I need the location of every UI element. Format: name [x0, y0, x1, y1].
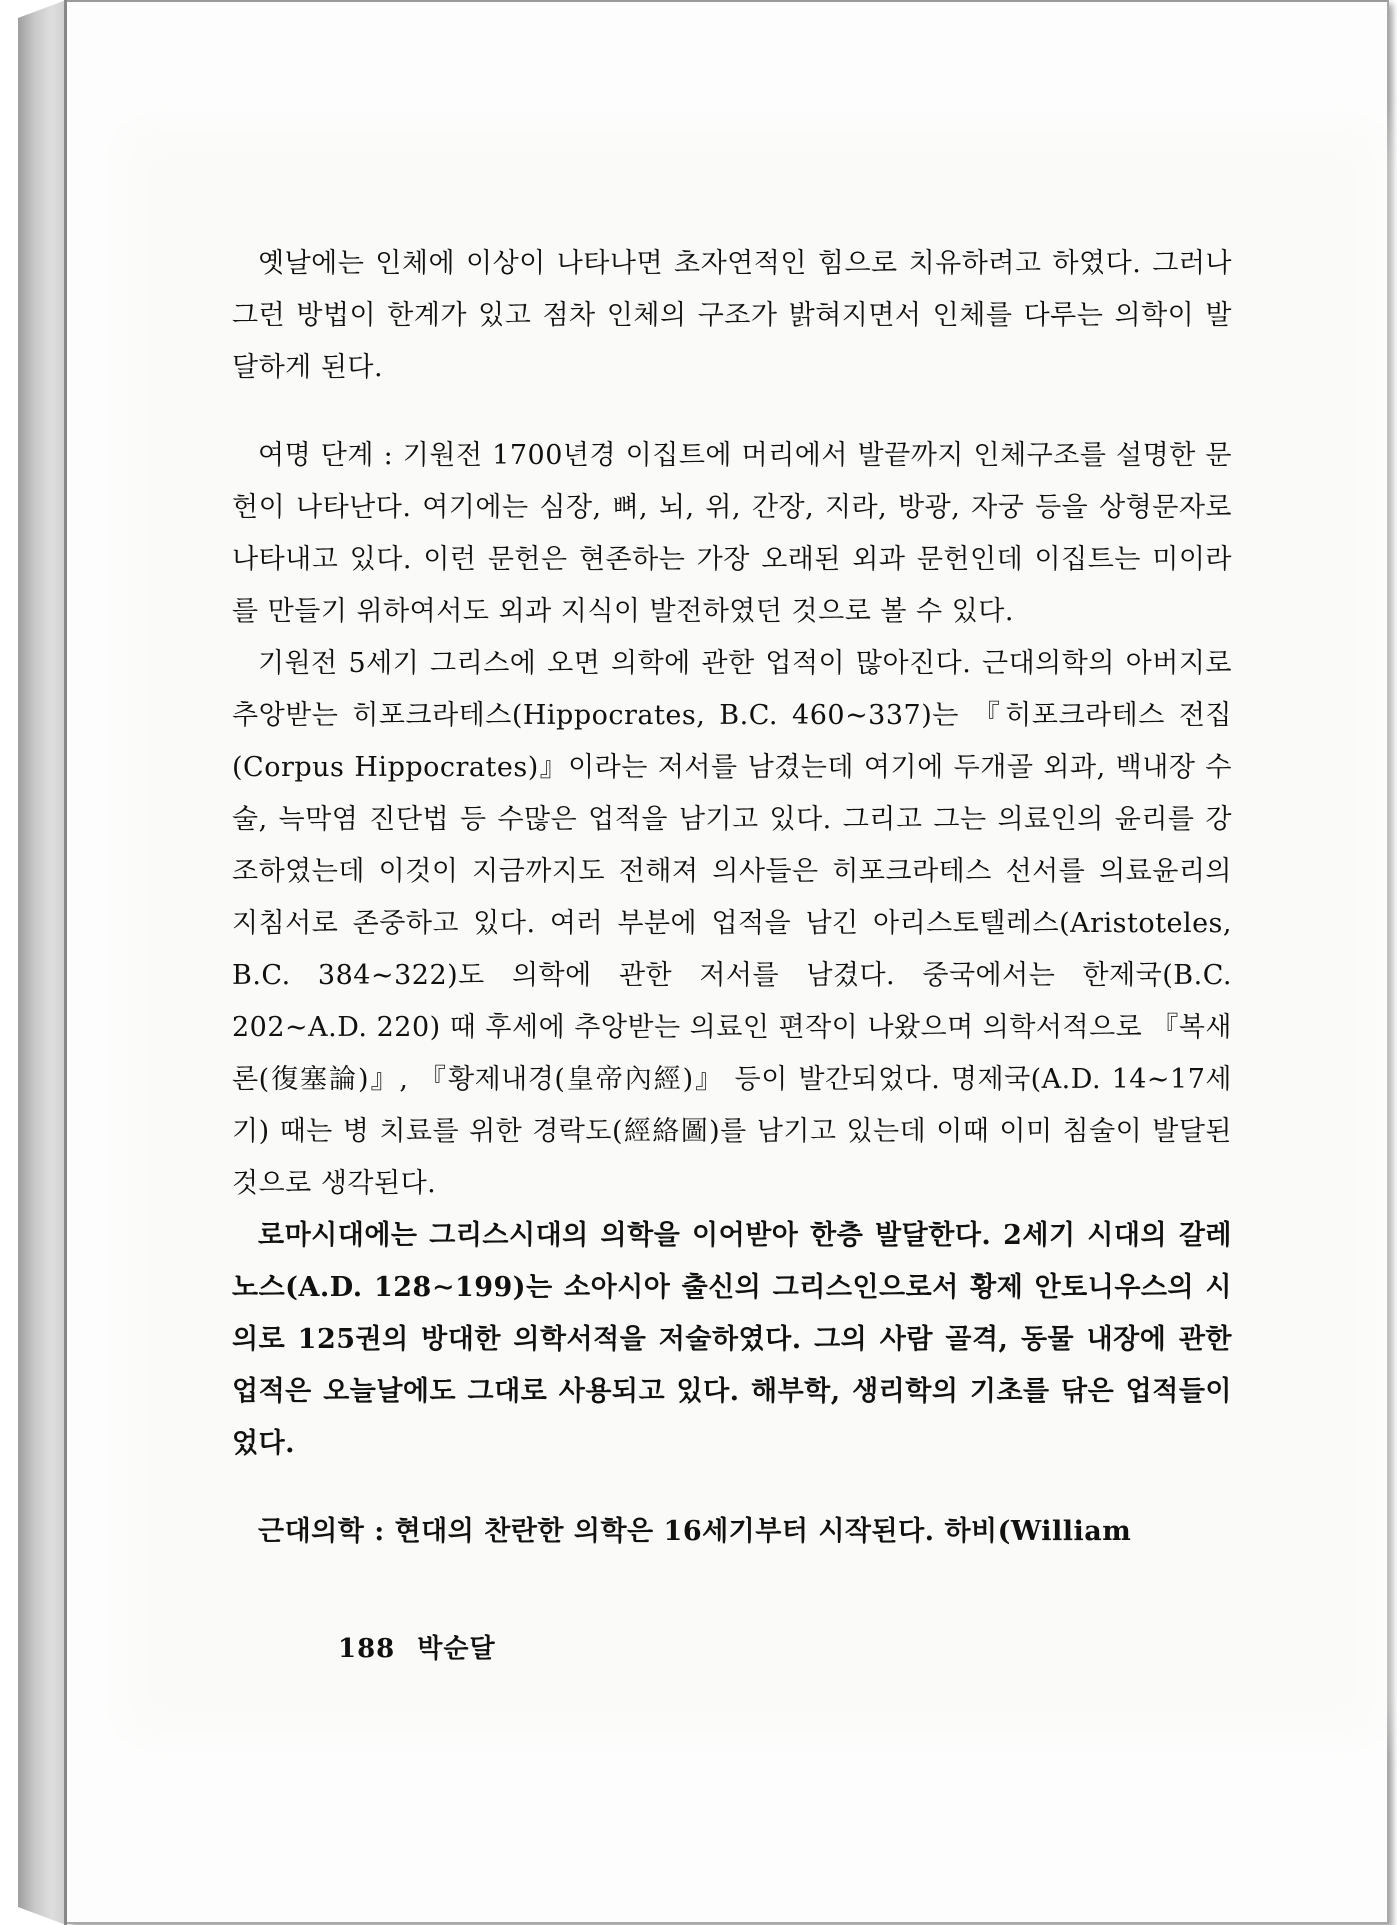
- author-name: 박순달: [417, 1634, 496, 1664]
- paragraph-modern-medicine: 근대의학 : 현대의 찬란한 의학은 16세기부터 시작된다. 하비(William: [258, 1516, 1132, 1547]
- paragraph-dawn-stage: 여명 단계 : 기원전 1700년경 이집트에 머리에서 발끝까지 인체구조를 설명한 문헌이 나타난다. 여기에는 심장, 뼈, 뇌, 위, 간장, 지라, 방광, 자궁 등을 상형문자로 나타내고 있다. 이런 문헌은 현존하는 가장 오래된 외과 문헌인데 이집트는 미이라를 만들기 위하여서도 외과 지식이 발전하였던 것으로 볼 수 있다.: [232, 440, 1232, 627]
- book-spine: [18, 0, 66, 1925]
- page-number: 188: [338, 1634, 396, 1664]
- paragraph-greece-china: 기원전 5세기 그리스에 오면 의학에 관한 업적이 많아진다. 근대의학의 아버지로 추앙받는 히포크라테스(Hippocrates, B.C. 460∼337)는 『히포크라테스 전집(Corpus Hippocrates)』이라는 저서를 남겼는데 여기에 두개골 외과, 백내장 수술, 늑막염 진단법 등 수많은 업적을 남기고 있다. 그리고 그는 의료인의 윤리를 강조하였는데 이것이 지금까지도 전해져 의사들은 히포크라테스 선서를 의료윤리의 지침서로 존중하고 있다. 여러 부분에 업적을 남긴 아리스토텔레스(Aristoteles, B.C. 384∼322)도 의학에 관한 저서를 남겼다. 중국에서는 한제국(B.C. 202∼A.D. 220) 때 후세에 추앙받는 의료인 편작이 나왔으며 의학서적으로 『복새론(復塞論)』, 『황제내경(皇帝內經)』 등이 발간되었다. 명제국(A.D. 14∼17세기) 때는 병 치료를 위한 경락도(經絡圖)를 남기고 있는데 이때 이미 침술이 발달된 것으로 생각된다.: [232, 648, 1232, 1199]
- body-text: [232, 238, 1232, 1558]
- page-footer: [338, 1628, 496, 1665]
- paragraph-rome: 로마시대에는 그리스시대의 의학을 이어받아 한층 발달한다. 2세기 시대의 갈레노스(A.D. 128∼199)는 소아시아 출신의 그리스인으로서 황제 안토니우스의 시의로 125권의 방대한 의학서적을 저술하였다. 그의 사람 골격, 동물 내장에 관한 업적은 오늘날에도 그대로 사용되고 있다. 해부학, 생리학의 기초를 닦은 업적들이었다.: [232, 1220, 1232, 1459]
- paragraph-intro: 옛날에는 인체에 이상이 나타나면 초자연적인 힘으로 치유하려고 하였다. 그러나 그런 방법이 한계가 있고 점차 인체의 구조가 밝혀지면서 인체를 다루는 의학이 발달하게 된다.: [232, 248, 1232, 383]
